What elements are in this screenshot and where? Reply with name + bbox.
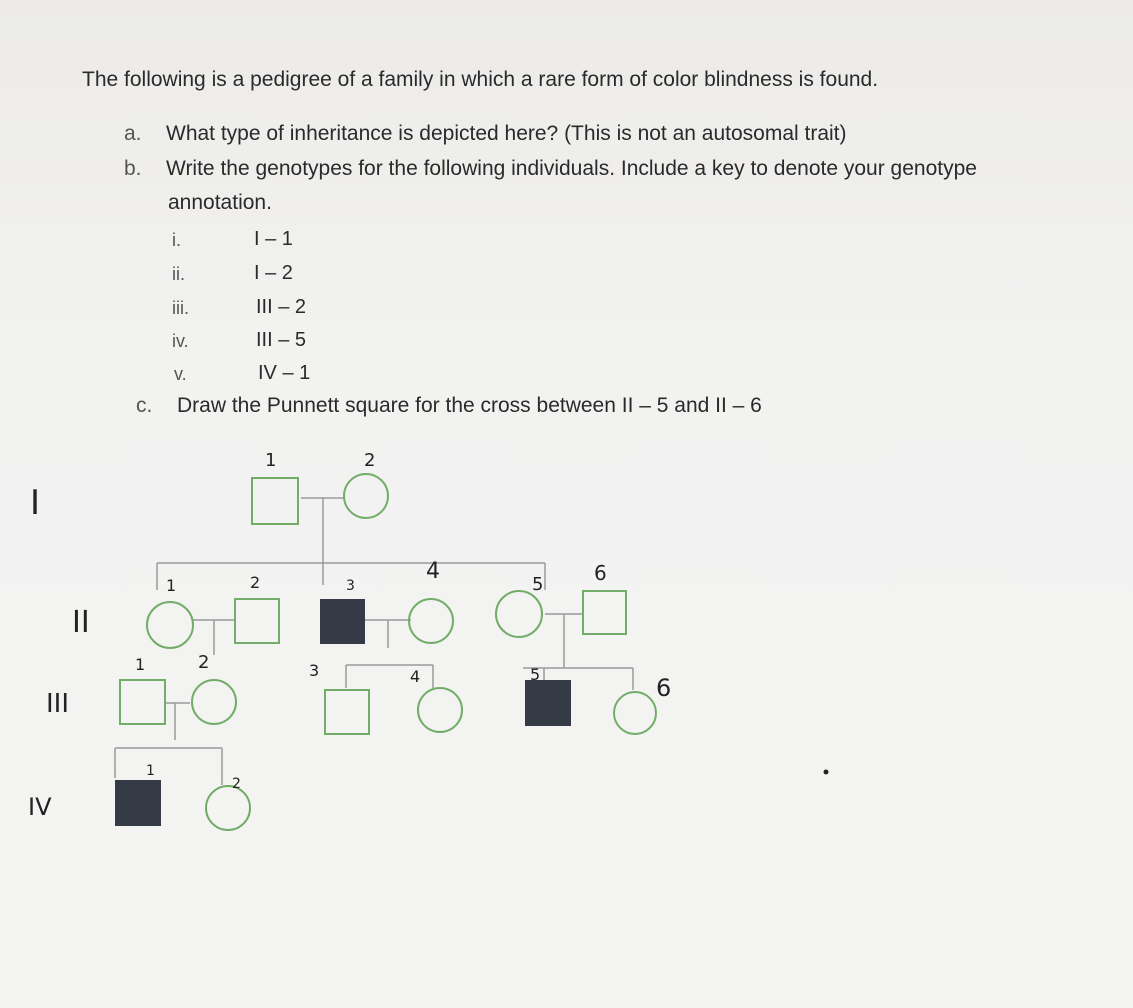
- individual-number: 2: [198, 652, 210, 673]
- individual-number: 1: [146, 763, 155, 779]
- item-num: ii.: [172, 264, 185, 284]
- individual-number: 6: [594, 561, 607, 585]
- individual-I-2-female: [344, 474, 388, 518]
- individual-III-1-male: [120, 680, 165, 724]
- individual-III-4-female: [418, 688, 462, 732]
- individual-number: 4: [410, 667, 421, 686]
- question-c-marker: c.: [136, 394, 153, 417]
- item-label: I – 1: [254, 228, 293, 250]
- individual-number: 3: [346, 578, 355, 594]
- item-label: IV – 1: [258, 362, 311, 384]
- individual-number: 2: [250, 573, 261, 592]
- individual-III-3-male: [325, 690, 369, 734]
- question-a-marker: a.: [124, 122, 142, 145]
- question-b-marker: b.: [124, 157, 142, 180]
- item-num: iv.: [172, 331, 189, 351]
- individual-number: 6: [656, 674, 672, 702]
- individual-number: 4: [426, 559, 440, 584]
- individual-number: 1: [265, 450, 277, 471]
- individual-number: 5: [532, 574, 544, 595]
- generation-label: IV: [28, 793, 52, 821]
- individual-number: 3: [309, 661, 320, 680]
- individual-IV-1-male-affected: [115, 780, 161, 826]
- item-label: III – 5: [256, 329, 307, 351]
- individual-III-5-male-affected: [525, 680, 571, 726]
- individual-II-1-female: [147, 602, 193, 648]
- question-c-text: Draw the Punnett square for the cross between II – 5 and II – 6: [177, 394, 762, 417]
- question-b-text: Write the genotypes for the following individuals. Include a key to denote your genotype: [166, 157, 977, 180]
- intro-text: The following is a pedigree of a family in which a rare form of color blindness is found.: [82, 68, 879, 91]
- individual-IV-2-female: [206, 786, 250, 830]
- item-label: III – 2: [256, 296, 307, 318]
- item-num: iii.: [172, 298, 189, 318]
- individual-number: 1: [166, 576, 177, 595]
- item-num: v.: [174, 364, 187, 384]
- pedigree-lines: [115, 498, 633, 785]
- stray-dot: [824, 770, 829, 775]
- individual-I-1-male: [252, 478, 298, 524]
- individual-II-6-male: [583, 591, 626, 634]
- generation-label: II: [72, 605, 90, 640]
- individual-number: 1: [135, 655, 146, 674]
- generation-label: III: [46, 689, 70, 719]
- item-num: i.: [172, 230, 181, 250]
- individual-number: 5: [530, 665, 541, 684]
- question-a-text: What type of inheritance is depicted here? (This is not an autosomal trait): [166, 122, 847, 145]
- individual-number: 2: [232, 776, 241, 792]
- individual-II-4-female: [409, 599, 453, 643]
- individual-II-3-male-affected: [320, 599, 365, 644]
- individual-III-2-female: [192, 680, 236, 724]
- item-label: I – 2: [254, 262, 293, 284]
- individual-number: 2: [364, 450, 376, 471]
- individual-II-5-female: [496, 591, 542, 637]
- generation-label: I: [30, 483, 41, 523]
- individual-III-6-female: [614, 692, 656, 734]
- individual-II-2-male: [235, 599, 279, 643]
- question-b-text-continued: annotation.: [168, 191, 272, 214]
